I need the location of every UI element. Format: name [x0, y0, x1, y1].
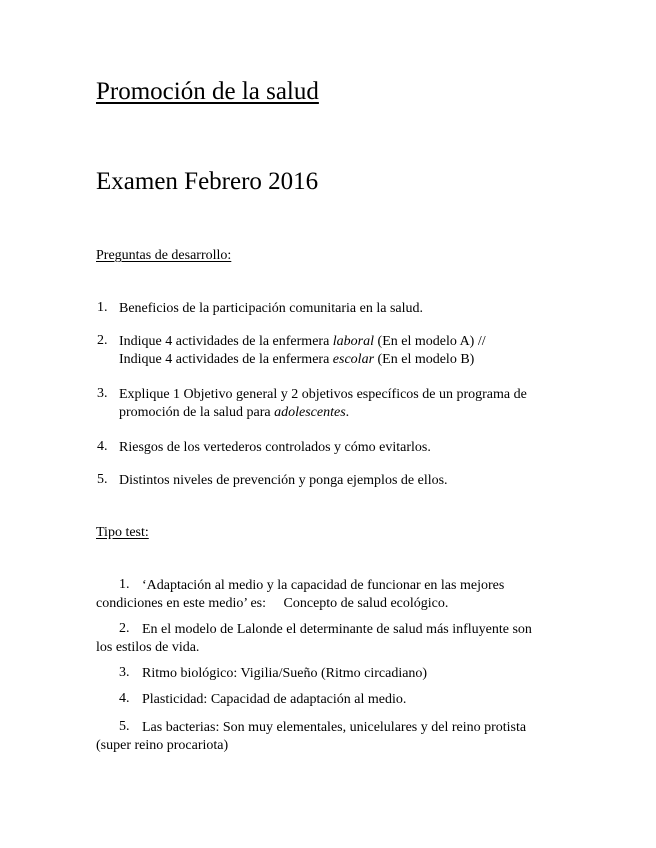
list-item-number: 5.: [119, 719, 130, 734]
list-item-line: (super reino procariota): [96, 738, 229, 753]
list-item-line: En el modelo de Lalonde el determinante de salud más influyente son: [142, 622, 532, 637]
list-item-line: condiciones en este medio’ es: Concepto de salud ecológico.: [96, 596, 449, 611]
list-item-number: 1.: [97, 300, 108, 315]
list-item-line: Indique 4 actividades de la enfermera laboral (En el modelo A) //: [119, 334, 486, 349]
list-item: [119, 386, 527, 422]
list-item-line: promoción de la salud para adolescentes.: [119, 405, 350, 420]
list-item-line: Indique 4 actividades de la enfermera escolar (En el modelo B): [119, 352, 475, 367]
list-item: [96, 719, 526, 755]
list-item: [96, 577, 504, 613]
list-item-line: ‘Adaptación al medio y la capacidad de funcionar en las mejores: [142, 578, 505, 593]
list-item: [119, 333, 486, 369]
list-item-number: 2.: [97, 333, 108, 348]
list-item: Riesgos de los vertederos controlados y cómo evitarlos.: [119, 440, 431, 455]
list-item-number: 2.: [119, 621, 130, 636]
list-item: Distintos niveles de prevención y ponga ejemplos de ellos.: [119, 473, 448, 488]
list-item-line: Las bacterias: Son muy elementales, unicelulares y del reino protista: [142, 720, 527, 735]
list-item: Beneficios de la participación comunitaria en la salud.: [119, 301, 423, 316]
test-heading: Tipo test:: [96, 525, 149, 540]
development-heading: Preguntas de desarrollo:: [96, 248, 232, 263]
page-title: Promoción de la salud: [96, 78, 319, 105]
list-item-line: Explique 1 Objetivo general y 2 objetivos específicos de un programa de: [119, 387, 527, 402]
list-item: Plasticidad: Capacidad de adaptación al medio.: [142, 692, 407, 707]
list-item-number: 5.: [97, 472, 108, 487]
list-item: Ritmo biológico: Vigilia/Sueño (Ritmo circadiano): [142, 666, 428, 681]
list-item-number: 3.: [97, 386, 108, 401]
list-item-line: los estilos de vida.: [96, 640, 200, 655]
list-item-number: 3.: [119, 665, 130, 680]
list-item: [96, 621, 532, 657]
list-item-number: 4.: [119, 691, 130, 706]
page-subtitle: Examen Febrero 2016: [96, 168, 319, 195]
list-item-number: 1.: [119, 577, 130, 592]
list-item-number: 4.: [97, 439, 108, 454]
